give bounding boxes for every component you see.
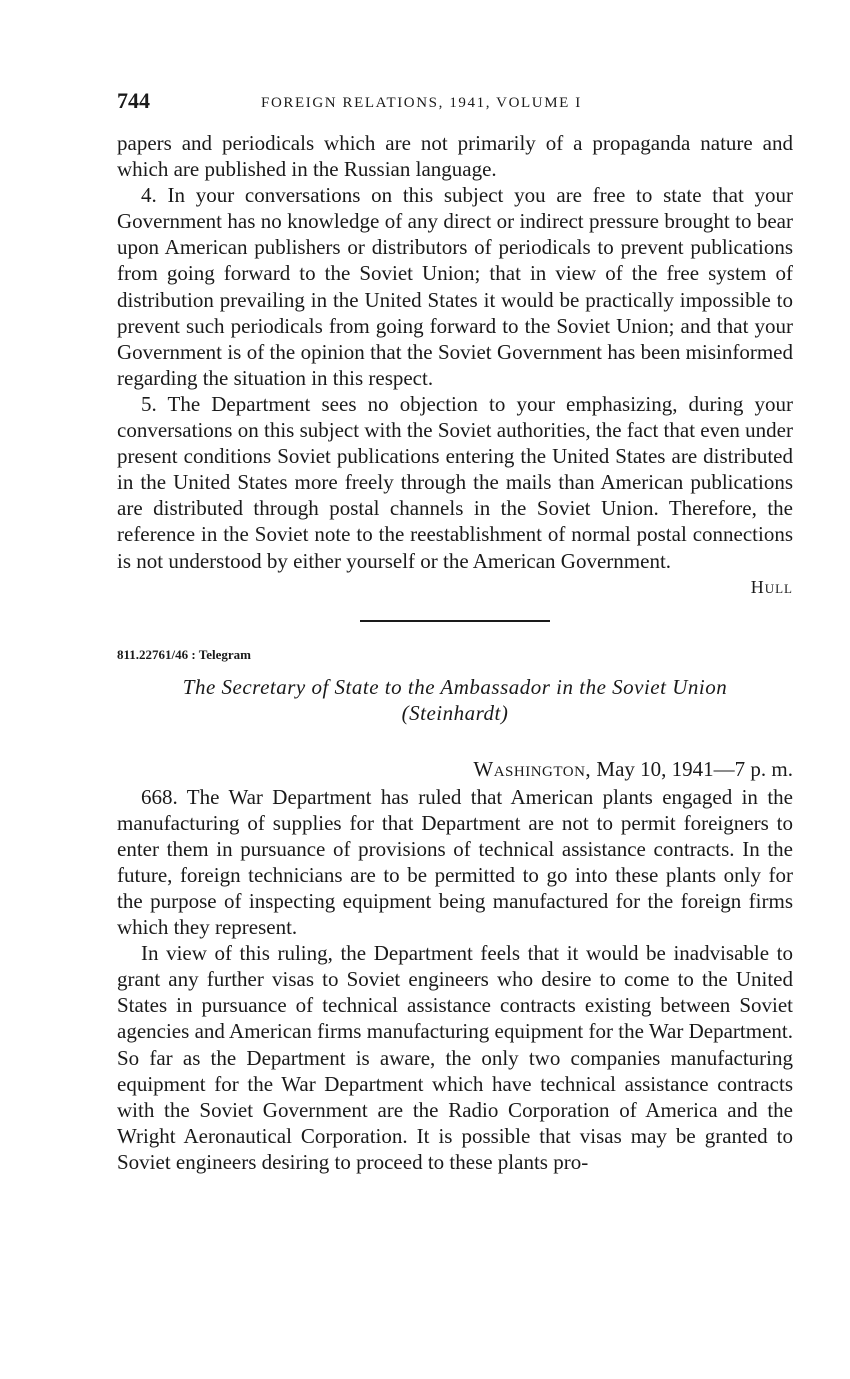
dateline	[117, 756, 793, 782]
document-title	[117, 674, 793, 726]
document-page	[117, 86, 793, 1175]
running-title: FOREIGN RELATIONS, 1941, VOLUME I	[261, 95, 582, 111]
document-title-line-2: (Steinhardt)	[401, 700, 509, 725]
paragraph-668: 668. The War Department has ruled that American plants engaged in the manufacturing of supplies for that Department are not to permit foreigners to enter them in pursuance of provisions of technical assistance contracts. In the future, foreign technicians are to be permitted to go into these plants only for the purpose of inspecting equipment being manufactured for the foreign firms which they represent.	[117, 784, 793, 940]
dateline-place: Washington,	[473, 756, 592, 781]
file-reference: 811.22761/46 : Telegram	[117, 646, 251, 662]
paragraph-4: 4. In your conversations on this subject you are free to state that your Government has no knowledge of any direct or indirect pressure brought to bear upon American publishers or distributors of periodicals to prevent publications from going forward to the Soviet Union; that in view of the free system of distribution prevailing in the United States it would be practically impossible to prevent such periodicals from going forward to the Soviet Union; and that your Government is of the opinion that the Soviet Government has been misinformed regarding the situation in this respect.	[117, 183, 793, 390]
continued-paragraph: papers and periodicals which are not primarily of a propaganda nature and which are published in the Russian language.	[117, 131, 793, 182]
section-divider	[360, 620, 550, 622]
page-number: 744	[117, 88, 150, 113]
running-head	[117, 86, 793, 116]
paragraph-5: 5. The Department sees no objection to your emphasizing, during your conversations on this subject with the Soviet authorities, the fact that even under present conditions Soviet publications entering the United States are distributed in the United States more freely through the mails than American publications are distributed through postal channels in the Soviet Union. Therefore, the reference in the Soviet note to the reestablishment of normal postal connections is not understood by either yourself or the American Government.	[117, 391, 793, 573]
document-title-line-1: The Secretary of State to the Ambassador in the Soviet Union	[182, 674, 728, 699]
dateline-date: May 10, 1941—7 p. m.	[591, 756, 793, 781]
signature-hull: Hull	[750, 576, 793, 597]
paragraph-in-view: In view of this ruling, the Department feels that it would be inadvisable to grant any further visas to Soviet engineers who desire to come to the United States in pursuance of technical assistance contracts existing between Soviet agencies and American firms manufacturing equipment for the War Department. So far as the Department is aware, the only two companies manufacturing equipment for the War Department which have technical assistance contracts with the Soviet Government are the Radio Corporation of America and the Wright Aeronautical Corporation. It is possible that visas may be granted to Soviet engineers desiring to proceed to these plants pro-	[117, 941, 793, 1174]
